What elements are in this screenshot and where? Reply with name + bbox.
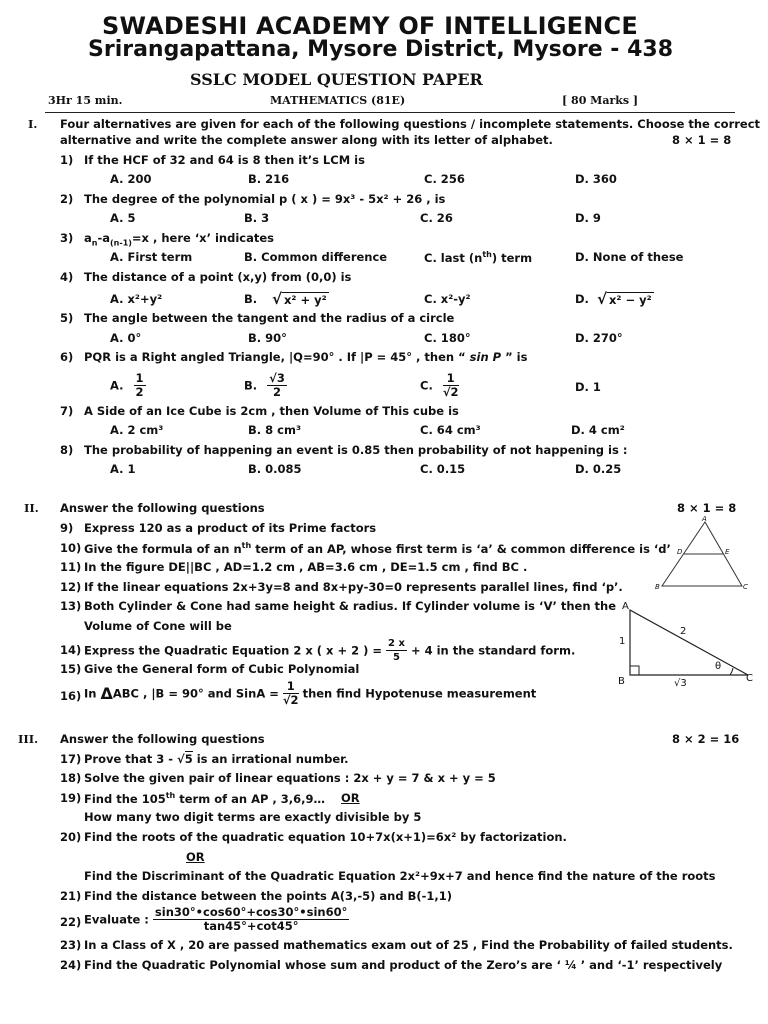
subject: MATHEMATICS (81E): [270, 94, 406, 107]
q17-number: 17): [60, 752, 82, 766]
q22-text: Evaluate : $\frac{\sin 30^\circ•\cos 60^\circ+\cos 30^\circ•\sin 60^\circ}{\tan 45^\circ+\cot 45^\circ}$: [84, 905, 348, 933]
q7-option-a: A. 2 cm³: [110, 423, 164, 437]
fig1-label-e: E: [725, 548, 730, 556]
q7-option-c: C. 64 cm³: [420, 423, 481, 437]
q8-number: 8): [60, 443, 74, 457]
q2-option-c: C. 26: [420, 211, 453, 225]
q9-number: 9): [60, 521, 74, 535]
q13-text-line-2: Volume of Cone will be: [84, 619, 232, 633]
q6-text: PQR is a Right angled Triangle, |Q=90° . If |P = 45° , then “ sin P ” is: [84, 350, 528, 364]
section-1-number: I.: [28, 117, 38, 131]
q18-text: Solve the given pair of linear equations : 2x + y = 7 & x + y = 5: [84, 771, 496, 785]
q3-text: $a_n-a_{(n-1)}=x$ , here ‘x’ indicates: [84, 231, 274, 248]
school-name: SWADESHI ACADEMY OF INTELLIGENCE: [102, 12, 638, 40]
q7-text: A Side of an Ice Cube is 2cm , then Volume of This cube is: [84, 404, 459, 418]
similar-triangle-figure: [650, 516, 750, 596]
q14-number: 14): [60, 643, 82, 657]
q17-text: Prove that 3 - √5 is an irrational number.: [84, 752, 349, 766]
q1-option-b: B. 216: [248, 172, 290, 186]
q21-number: 21): [60, 889, 82, 903]
q14-text: Express the Quadratic Equation 2 x ( x + 2 ) = $\frac{2 x}{5}$ + 4 in the standard form.: [84, 638, 576, 663]
q13-number: 13): [60, 599, 82, 613]
q1-text: If the HCF of 32 and 64 is 8 then it’s LCM is: [84, 153, 365, 167]
fig2-label-c: C: [746, 673, 753, 684]
q2-option-a: A. 5: [110, 211, 136, 225]
q24-text: Find the Quadratic Polynomial whose sum and product of the Zero’s are ‘ ¼ ’ and ‘-1’ respectively: [84, 958, 723, 972]
q19-number: 19): [60, 791, 82, 805]
fig1-label-c: C: [743, 583, 748, 591]
q24-number: 24): [60, 958, 82, 972]
q4-option-a: A. x²+y²: [110, 292, 163, 306]
q4-text: The distance of a point (x,y) from (0,0) is: [84, 270, 352, 284]
q16-text: In ΔABC , |B = 90° and SinA = $\frac{1}{√2}$ then find Hypotenuse measurement: [84, 679, 537, 707]
q22-number: 22): [60, 915, 82, 929]
q7-option-d: D. 4 cm²: [571, 423, 625, 437]
fig1-label-b: B: [655, 583, 660, 591]
q23-number: 23): [60, 938, 82, 952]
fig2-label-a: A: [622, 601, 629, 612]
right-triangle-figure: [620, 600, 760, 685]
q11-text: In the figure DE||BC , AD=1.2 cm , AB=3.6 cm , DE=1.5 cm , find BC .: [84, 560, 528, 574]
header-rule: [45, 112, 735, 113]
total-marks: [ 80 Marks ]: [562, 94, 639, 107]
fig2-label-b: B: [618, 676, 625, 687]
q2-number: 2): [60, 192, 74, 206]
q8-text: The probability of happening an event is 0.85 then probability of not happening is :: [84, 443, 628, 457]
q6-option-b: B. $\frac{√3}{2}$: [244, 371, 285, 399]
q2-option-b: B. 3: [244, 211, 270, 225]
q5-text: The angle between the tangent and the radius of a circle: [84, 311, 455, 325]
section-2-number: II.: [24, 501, 39, 515]
q3-option-d: D. None of these: [575, 250, 684, 264]
q4-option-c: C. x²-y²: [424, 292, 471, 306]
q18-number: 18): [60, 771, 82, 785]
q1-option-a: A. 200: [110, 172, 152, 186]
q23-text: In a Class of X , 20 are passed mathematics exam out of 25 , Find the Probability of failed students.: [84, 938, 733, 952]
q19-text: Find the 105th term of an AP , 3,6,9…: [84, 791, 326, 806]
q3-option-c: C. last $(n^{th})$ term: [424, 250, 533, 265]
q20-alternative: Find the Discriminant of the Quadratic Equation 2x²+9x+7 and hence find the nature of the roots: [84, 869, 716, 883]
section-3-score: 8 × 2 = 16: [672, 732, 740, 746]
section-2-title: Answer the following questions: [60, 501, 265, 515]
q15-number: 15): [60, 662, 82, 676]
section-1-instruction-line-1: Four alternatives are given for each of the following questions / incomplete statements. Choose the correct: [60, 117, 761, 131]
duration: 3Hr 15 min.: [48, 94, 123, 107]
q4-option-d: D.: [575, 292, 589, 306]
q4-option-b-radical: √ x² + y²: [272, 290, 327, 308]
q20-text: Find the roots of the quadratic equation 10+7x(x+1)=6x² by factorization.: [84, 830, 567, 844]
q6-option-d: D. 1: [575, 380, 601, 394]
q4-option-d-radical: √ x² − y²: [597, 290, 652, 308]
q8-option-a: A. 1: [110, 462, 136, 476]
q6-number: 6): [60, 350, 74, 364]
fig2-side-ab: 1: [619, 636, 626, 647]
q4-number: 4): [60, 270, 74, 284]
section-3-title: Answer the following questions: [60, 732, 265, 746]
q2-option-d: D. 9: [575, 211, 601, 225]
q5-option-d: D. 270°: [575, 331, 623, 345]
fig1-label-a: A: [702, 515, 707, 523]
q3-option-a: A. First term: [110, 250, 193, 264]
q13-text-line-1: Both Cylinder & Cone had same height & radius. If Cylinder volume is ‘V’ then the: [84, 599, 617, 613]
q6-option-c: C. $\frac{1}{√2}$: [420, 371, 459, 399]
q16-number: 16): [60, 689, 82, 703]
q1-option-c: C. 256: [424, 172, 465, 186]
section-1-score: 8 × 1 = 8: [672, 133, 732, 147]
q5-number: 5): [60, 311, 74, 325]
q3-option-b: B. Common difference: [244, 250, 388, 264]
fig2-side-bc: √3: [674, 678, 687, 689]
q4-option-b: B.: [244, 292, 258, 306]
fig2-angle-theta: θ: [715, 661, 722, 672]
q19-alternative: How many two digit terms are exactly divisible by 5: [84, 810, 422, 824]
section-1-instruction-line-2: alternative and write the complete answer along with its letter of alphabet.: [60, 133, 553, 147]
q7-number: 7): [60, 404, 74, 418]
q21-text: Find the distance between the points A(3,-5) and B(-1,1): [84, 889, 452, 903]
q5-option-a: A. 0°: [110, 331, 142, 345]
q20-number: 20): [60, 830, 82, 844]
q12-number: 12): [60, 580, 82, 594]
q15-text: Give the General form of Cubic Polynomial: [84, 662, 360, 676]
q8-option-d: D. 0.25: [575, 462, 622, 476]
q5-option-c: C. 180°: [424, 331, 471, 345]
section-3-number: III.: [18, 732, 39, 746]
q1-option-d: D. 360: [575, 172, 617, 186]
q20-or: OR: [186, 850, 205, 864]
q3-number: 3): [60, 231, 74, 245]
section-2-score: 8 × 1 = 8: [677, 501, 737, 515]
paper-title: SSLC MODEL QUESTION PAPER: [190, 70, 483, 89]
q12-text: If the linear equations 2x+3y=8 and 8x+py-30=0 represents parallel lines, find ‘p’.: [84, 580, 623, 594]
fig1-label-d: D: [677, 548, 683, 556]
q6-option-a: A. $\frac{1}{2}$: [110, 371, 144, 399]
q10-number: 10): [60, 541, 82, 555]
q8-option-b: B. 0.085: [248, 462, 302, 476]
q11-number: 11): [60, 560, 82, 574]
q9-text: Express 120 as a product of its Prime factors: [84, 521, 377, 535]
fig2-side-ac: 2: [680, 626, 687, 637]
q2-text: The degree of the polynomial p ( x ) = 9x³ - 5x² + 26 , is: [84, 192, 446, 206]
q7-option-b: B. 8 cm³: [248, 423, 301, 437]
q10-text: Give the formula of an $n^{th}$ term of an AP, whose first term is ‘a’ & common difference is ‘d’: [84, 541, 671, 556]
q8-option-c: C. 0.15: [420, 462, 466, 476]
q19-or: OR: [341, 791, 360, 805]
q5-option-b: B. 90°: [248, 331, 287, 345]
school-location: Srirangapattana, Mysore District, Mysore - 438: [88, 37, 674, 62]
q1-number: 1): [60, 153, 74, 167]
